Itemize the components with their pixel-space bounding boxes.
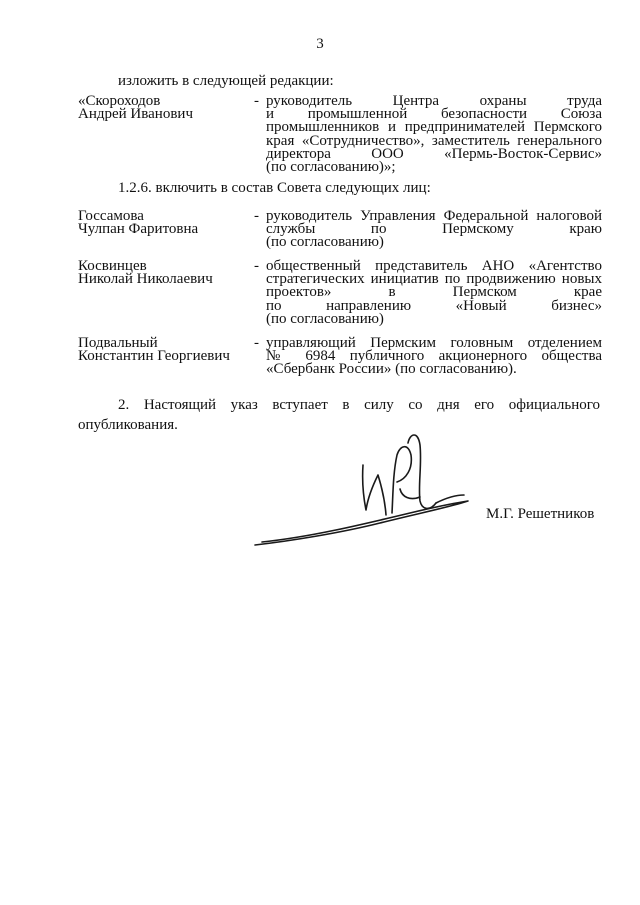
- entry-desc-line: стратегических инициатив по продвижению новых: [266, 271, 602, 288]
- entry-desc-line: № 6984 публичного акционерного общества: [266, 348, 602, 365]
- entry-desc-line: по направлению «Новый бизнес»: [266, 297, 602, 314]
- entry-desc-line: края «Сотрудничество», заместитель генерального: [266, 132, 602, 149]
- entry-dash: -: [254, 208, 259, 224]
- intro-line: изложить в следующей редакции:: [118, 73, 334, 89]
- page-number: 3: [316, 36, 324, 52]
- entry-desc-line: руководитель Центра охраны труда: [266, 93, 602, 109]
- entry-desc-line: (по согласованию): [266, 310, 384, 327]
- entry-surname: Подвальный: [78, 335, 158, 351]
- entry-desc-line: общественный представитель АНО «Агентство: [266, 258, 602, 274]
- section-1-2-6: 1.2.6. включить в состав Совета следующих лиц:: [118, 180, 431, 196]
- entry-dash: -: [254, 335, 259, 351]
- entry-name: [78, 260, 248, 286]
- signer-name: М.Г. Решетников: [486, 506, 595, 522]
- entry-desc-line: руководитель Управления Федеральной налоговой: [266, 208, 602, 224]
- entry-description: [266, 337, 602, 377]
- paragraph-2-line-1: 2. Настоящий указ вступает в силу со дня его официального: [118, 397, 600, 413]
- entry-desc-line: промышленников и предпринимателей Пермского: [266, 119, 602, 136]
- entry-surname: Госсамова: [78, 208, 144, 224]
- entry-desc-line: (по согласованию)»;: [266, 159, 396, 176]
- entry-desc-line: проектов» в Пермском крае: [266, 284, 602, 301]
- entry-desc-line: службы по Пермскому краю: [266, 221, 602, 238]
- paragraph-2-line-2: опубликования.: [78, 417, 178, 433]
- entry-desc-line: (по согласованию): [266, 234, 384, 251]
- entry-dash: -: [254, 258, 259, 274]
- entry-desc-line: директора ООО «Пермь-Восток-Сервис»: [266, 145, 602, 162]
- entry-given-names: Чулпан Фаритовна: [78, 221, 199, 237]
- entry-dash: -: [254, 93, 259, 109]
- handwritten-signature: [250, 425, 490, 555]
- entry-name: [78, 210, 248, 236]
- entry-given-names: Николай Николаевич: [78, 271, 213, 287]
- entry-given-names: Константин Георгиевич: [78, 348, 230, 364]
- entry-description: [266, 95, 602, 174]
- entry-surname: Косвинцев: [78, 258, 147, 274]
- entry-desc-line: управляющий Пермским головным отделением: [266, 335, 602, 351]
- entry-surname: «Скороходов: [78, 93, 161, 109]
- entry-given-names: Андрей Иванович: [78, 106, 193, 122]
- entry-description: [266, 210, 602, 250]
- entry-desc-line: «Сбербанк России» (по согласованию).: [266, 361, 517, 378]
- entry-name: [78, 95, 248, 121]
- entry-name: [78, 337, 248, 363]
- entry-description: [266, 260, 602, 326]
- entry-desc-line: и промышленной безопасности Союза: [266, 106, 602, 123]
